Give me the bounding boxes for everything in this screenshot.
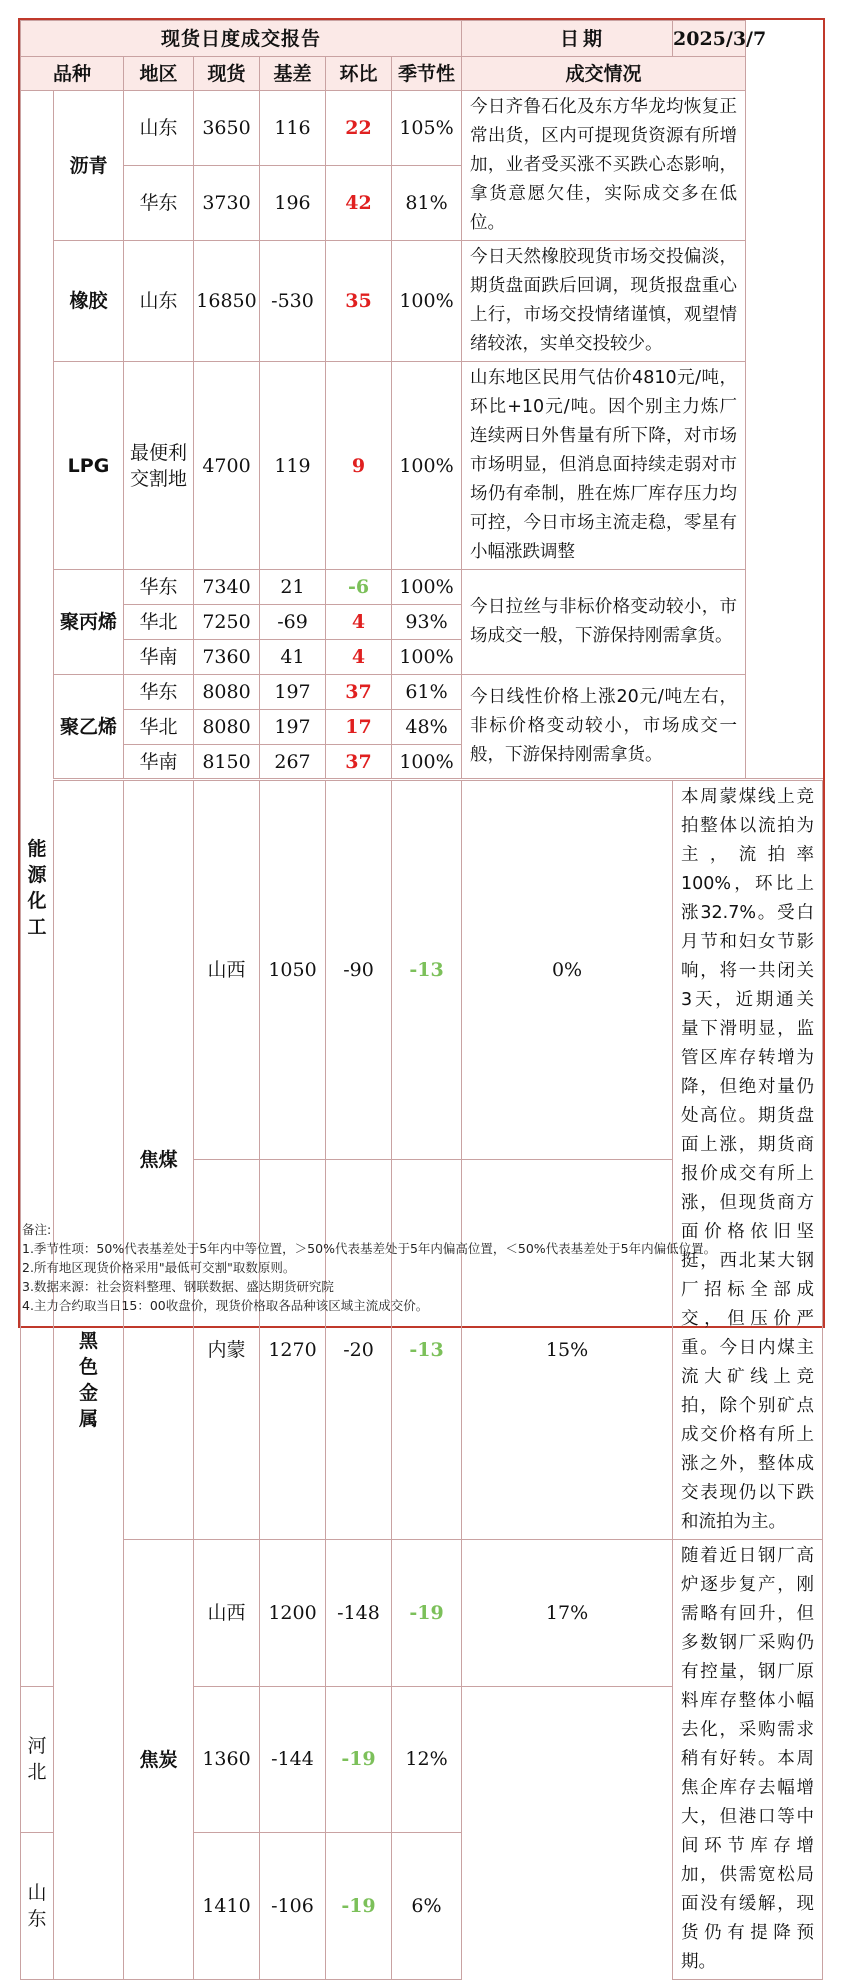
region-cell: 华东 <box>124 166 194 241</box>
mom-cell: 4 <box>326 640 392 675</box>
note-line: 1.季节性项：50%代表基差处于5年内中等位置，＞50%代表基差处于5年内偏高位置，＜50%代表基差处于5年内偏低位置。 <box>22 1241 717 1256</box>
col-season: 季节性 <box>392 57 462 91</box>
basis-cell: 21 <box>260 570 326 605</box>
mom-cell: 37 <box>326 745 392 780</box>
region-cell: 山东 <box>21 1833 54 1980</box>
region-cell: 山西 <box>194 780 260 1160</box>
category-ferrous-label: 黑色金属 <box>78 1330 98 1430</box>
basis-cell: 196 <box>260 166 326 241</box>
season-cell: 100% <box>392 570 462 605</box>
product-asphalt: 沥青 <box>54 91 124 241</box>
basis-cell: 116 <box>260 91 326 166</box>
region-cell: 最便利交割地 <box>124 362 194 570</box>
mom-cell: 42 <box>326 166 392 241</box>
desc-pe: 今日线性价格上涨20元/吨左右，非标价格变动较小，市场成交一般，下游保持刚需拿货。 <box>462 675 746 780</box>
table-row <box>21 91 823 166</box>
region-cell: 河北 <box>21 1686 54 1833</box>
region-cell: 华南 <box>124 745 194 780</box>
region-cell: 华南 <box>124 640 194 675</box>
title-row <box>21 21 823 57</box>
category-energy-label: 能源化工 <box>27 838 47 939</box>
desc-lpg: 山东地区民用气估价4810元/吨，环比+10元/吨。因个别主力炼厂连续两日外售量有所下降，对市场市场明显，但消息面持续走弱对市场仍有牵制，胜在炼厂库存压力均可控，今日市场主流走稳，零星有小幅涨跌调整 <box>462 362 746 570</box>
note-line: 3.数据来源：社会资料整理、钢联数据、盛达期货研究院 <box>22 1279 334 1294</box>
mom-cell: -13 <box>392 780 462 1160</box>
mom-cell: -13 <box>392 1160 462 1540</box>
basis-cell: -20 <box>326 1160 392 1540</box>
note-line: 备注: <box>22 1222 52 1237</box>
product-pe: 聚乙烯 <box>54 675 124 780</box>
col-basis: 基差 <box>260 57 326 91</box>
desc-coke: 随着近日钢厂高炉逐步复产，刚需略有回升，但多数钢厂采购仍有控量，钢厂原料库存整体小幅去化，采购需求稍有好转。本周焦企库存去幅增大，但港口等中间环节库存增加，供需宽松局面没有缓解，现货仍有提降预期。 <box>673 1540 823 1980</box>
mom-cell: -19 <box>326 1833 392 1980</box>
spot-cell: 1200 <box>260 1540 326 1687</box>
season-cell: 100% <box>392 362 462 570</box>
table-row <box>21 362 823 570</box>
mom-cell: -19 <box>392 1540 462 1687</box>
season-cell: 48% <box>392 710 462 745</box>
season-cell: 93% <box>392 605 462 640</box>
mom-cell: -19 <box>326 1686 392 1833</box>
mom-cell: 4 <box>326 605 392 640</box>
product-coke: 焦炭 <box>124 1540 194 1980</box>
note-line: 2.所有地区现货价格采用"最低可交割"取数原则。 <box>22 1260 296 1275</box>
report-frame <box>18 18 825 1972</box>
table-row <box>21 1540 823 1687</box>
basis-cell: -530 <box>260 241 326 362</box>
region-cell: 华北 <box>124 710 194 745</box>
table-row <box>21 675 823 710</box>
product-coking-coal: 焦煤 <box>124 780 194 1540</box>
notes <box>22 1220 716 1315</box>
basis-cell: -106 <box>260 1833 326 1980</box>
mom-cell: 35 <box>326 241 392 362</box>
basis-cell: 267 <box>260 745 326 780</box>
season-cell: 100% <box>392 241 462 362</box>
region-cell: 华北 <box>124 605 194 640</box>
date-label: 日期 <box>462 21 673 57</box>
spot-cell: 1050 <box>260 780 326 1160</box>
mom-cell: 17 <box>326 710 392 745</box>
region-cell: 华东 <box>124 675 194 710</box>
mom-cell: 22 <box>326 91 392 166</box>
date-value: 2025/3/7 <box>673 21 746 57</box>
note-line: 4.主力合约取当日15：00收盘价，现货价格取各品种该区域主流成交价。 <box>22 1298 429 1313</box>
region-cell: 山东 <box>124 91 194 166</box>
season-cell: 100% <box>392 745 462 780</box>
spot-cell: 4700 <box>194 362 260 570</box>
season-cell: 6% <box>392 1833 462 1980</box>
spot-cell: 8080 <box>194 710 260 745</box>
spot-cell: 7340 <box>194 570 260 605</box>
season-cell: 61% <box>392 675 462 710</box>
basis-cell: 197 <box>260 675 326 710</box>
spot-cell: 7250 <box>194 605 260 640</box>
col-spot: 现货 <box>194 57 260 91</box>
desc-asphalt: 今日齐鲁石化及东方华龙均恢复正常出货，区内可提现货资源有所增加，业者受买涨不买跌心态影响，拿货意愿欠佳，实际成交多在低位。 <box>462 91 746 241</box>
spot-cell: 1410 <box>194 1833 260 1980</box>
basis-cell: -148 <box>326 1540 392 1687</box>
basis-cell: -144 <box>260 1686 326 1833</box>
season-cell: 12% <box>392 1686 462 1833</box>
season-cell: 105% <box>392 91 462 166</box>
table-row <box>21 241 823 362</box>
mom-cell: -6 <box>326 570 392 605</box>
spot-cell: 3730 <box>194 166 260 241</box>
season-cell: 17% <box>462 1540 673 1687</box>
spot-cell: 8080 <box>194 675 260 710</box>
col-mom: 环比 <box>326 57 392 91</box>
season-cell: 15% <box>462 1160 673 1540</box>
basis-cell: 197 <box>260 710 326 745</box>
basis-cell: 41 <box>260 640 326 675</box>
basis-cell: -69 <box>260 605 326 640</box>
spot-cell: 1360 <box>194 1686 260 1833</box>
desc-coking-coal: 本周蒙煤线上竞拍整体以流拍为主，流拍率100%，环比上涨32.7%。受白月节和妇女节影响，将一共闭关3天，近期通关量下滑明显，监管区库存转增为降，但绝对量仍处高位。期货盘面上涨，期货商报价成交有所上涨，但现货商方面价格依旧坚挺，西北某大钢厂招标全部成交，但压价严重。今日内煤主流大矿线上竞拍，除个别矿点成交价格有所上涨之外，整体成交表现仍以下跌和流拍为主。 <box>673 780 823 1540</box>
desc-rubber: 今日天然橡胶现货市场交投偏淡，期货盘面跌后回调，现货报盘重心上行，市场交投情绪谨慎，观望情绪较浓，实单交投较少。 <box>462 241 746 362</box>
spot-cell: 1270 <box>260 1160 326 1540</box>
region-cell: 山西 <box>194 1540 260 1687</box>
region-cell: 内蒙 <box>194 1160 260 1540</box>
report-title: 现货日度成交报告 <box>21 21 462 57</box>
category-energy <box>21 91 54 1687</box>
col-region: 地区 <box>124 57 194 91</box>
table-row <box>21 780 823 1160</box>
basis-cell: -90 <box>326 780 392 1160</box>
season-cell: 100% <box>392 640 462 675</box>
col-variety: 品种 <box>21 57 124 91</box>
product-pp: 聚丙烯 <box>54 570 124 675</box>
spot-report-table <box>20 20 823 1980</box>
region-cell: 山东 <box>124 241 194 362</box>
spot-cell: 3650 <box>194 91 260 166</box>
basis-cell: 119 <box>260 362 326 570</box>
desc-pp: 今日拉丝与非标价格变动较小，市场成交一般，下游保持刚需拿货。 <box>462 570 746 675</box>
season-cell: 81% <box>392 166 462 241</box>
column-header-row <box>21 57 823 91</box>
category-ferrous <box>54 780 124 1980</box>
spot-cell: 16850 <box>194 241 260 362</box>
col-deal: 成交情况 <box>462 57 746 91</box>
mom-cell: 9 <box>326 362 392 570</box>
region-cell: 华东 <box>124 570 194 605</box>
season-cell: 0% <box>462 780 673 1160</box>
table-row <box>21 570 823 605</box>
spot-cell: 7360 <box>194 640 260 675</box>
spot-cell: 8150 <box>194 745 260 780</box>
product-rubber: 橡胶 <box>54 241 124 362</box>
product-lpg: LPG <box>54 362 124 570</box>
mom-cell: 37 <box>326 675 392 710</box>
